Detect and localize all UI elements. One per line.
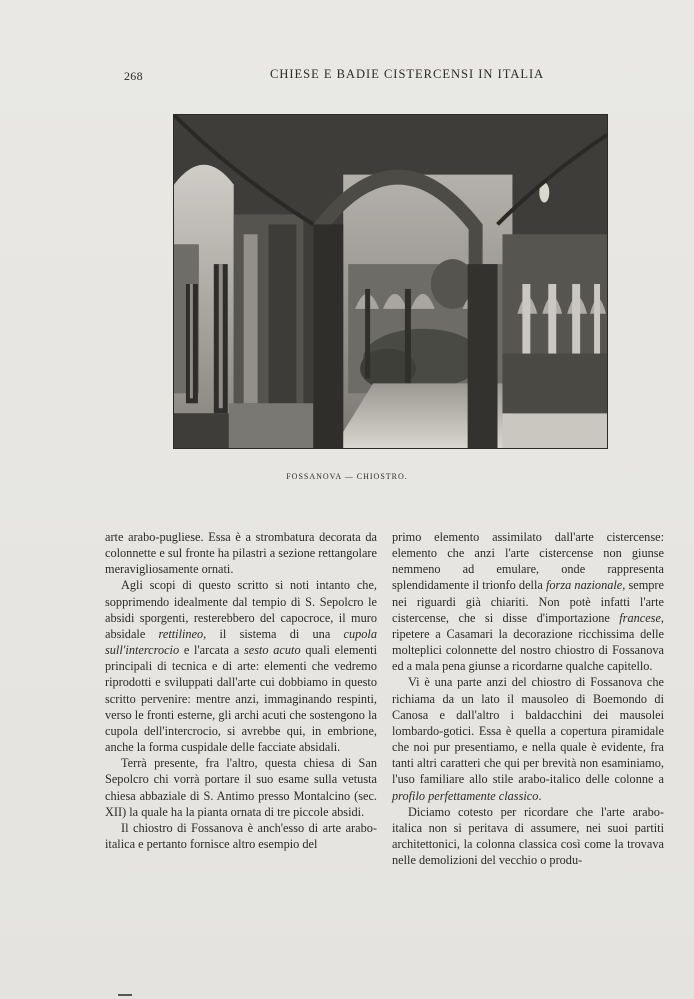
text-run: primo elemento assimilato dall'arte cistercense: elemento che anzi l'arte cistercense non giunse nemmeno ad emulare, onde rappresenta splendidamente il trionfo della	[392, 530, 664, 593]
photo-illustration	[174, 115, 607, 448]
paragraph	[392, 529, 664, 674]
paragraph	[105, 577, 377, 755]
text-run: arte arabo-pugliese. Essa è a strombatura decorata da colonnette e sul fronte ha pilastri a sezione rettangolare meravigliosamente ornati.	[105, 530, 377, 577]
text-run: , ripetere a Casamari la decorazione ricchissima delle molteplici colonnette del nostro chiostro di Fossanova ed a mala pena giunse a ricordarne qualche capitello.	[392, 610, 664, 674]
paragraph	[105, 755, 377, 820]
right-column	[392, 529, 664, 868]
text-run: Agli scopi di questo scritto si noti intanto che, sopprimendo idealmente dal tempio di S. Sepolcro le absidi sporgenti, resterebbero del capocroce, il muro absidale	[105, 578, 377, 641]
text-run: quali elementi principali di tecnica e di arte: elementi che vedremo riprodotti e sviluppati dall'arte cui dobbiamo in questo scritto pervenire: mentre anzi, immaginando respinti, verso le fronti esterne, gli archi acuti che sostengono la cupola dell'intercrocio, si avrebbe qui, in embrione, anche la forma cuspidale delle facciate absidali.	[105, 643, 377, 755]
text-run: , il sistema di una	[203, 626, 344, 641]
italic-phrase: forza nazionale	[545, 578, 623, 593]
italic-phrase: rettilineo	[158, 626, 204, 641]
figure-caption: FOSSANOVA — CHIOSTRO.	[286, 472, 408, 481]
text-run: , sempre nei riguardi già chiariti. Non potè infatti l'arte cistercense, che si disse d'importazione	[392, 578, 664, 625]
text-run: .	[538, 788, 542, 803]
cloister-photograph	[173, 114, 608, 449]
paragraph	[392, 804, 664, 869]
italic-phrase: francese	[619, 610, 661, 625]
page-edge-mark	[118, 994, 132, 996]
paragraph	[105, 529, 377, 577]
running-title: CHIESE E BADIE CISTERCENSI IN ITALIA	[270, 67, 545, 81]
italic-phrase: cupola sull'intercrocio	[105, 626, 377, 658]
paragraph	[105, 820, 377, 852]
page-number: 268	[124, 69, 143, 83]
text-run: e l'arcata a	[179, 643, 244, 658]
italic-phrase: profilo perfettamente classico	[392, 788, 539, 803]
italic-phrase: sesto acuto	[243, 643, 301, 658]
left-column	[105, 529, 377, 852]
text-run: Terrà presente, fra l'altro, questa chiesa di San Sepolcro chi vorrà portare il suo esame sulla vetusta chiesa abbaziale di S. Antimo presso Montalcino (sec. XII) la quale ha la pianta ornata di tre piccole absidi.	[105, 756, 377, 819]
text-run: Vi è una parte anzi del chiostro di Fossanova che richiama da un lato il mausoleo di Boemondo di Canosa e dall'altro i baldacchini dei mausolei lombardo-gotici. Essa è quella a copertura piramidale che noi pur presentiamo, e nella quale è evidente, fra tanti altri caratteri che qui per brevità non esaminiamo, l'uso familiare allo stile arabo-italico delle colonne a	[392, 675, 664, 787]
paragraph	[392, 674, 664, 803]
text-run: Diciamo cotesto per ricordare che l'arte arabo-italica non si peritava di assumere, nei suoi partiti architettonici, la colonna classica così come la trovava nelle demolizioni del vecchio o produ-	[392, 804, 664, 868]
text-run: Il chiostro di Fossanova è anch'esso di arte arabo-italica e pertanto fornisce altro esempio del	[105, 820, 377, 851]
